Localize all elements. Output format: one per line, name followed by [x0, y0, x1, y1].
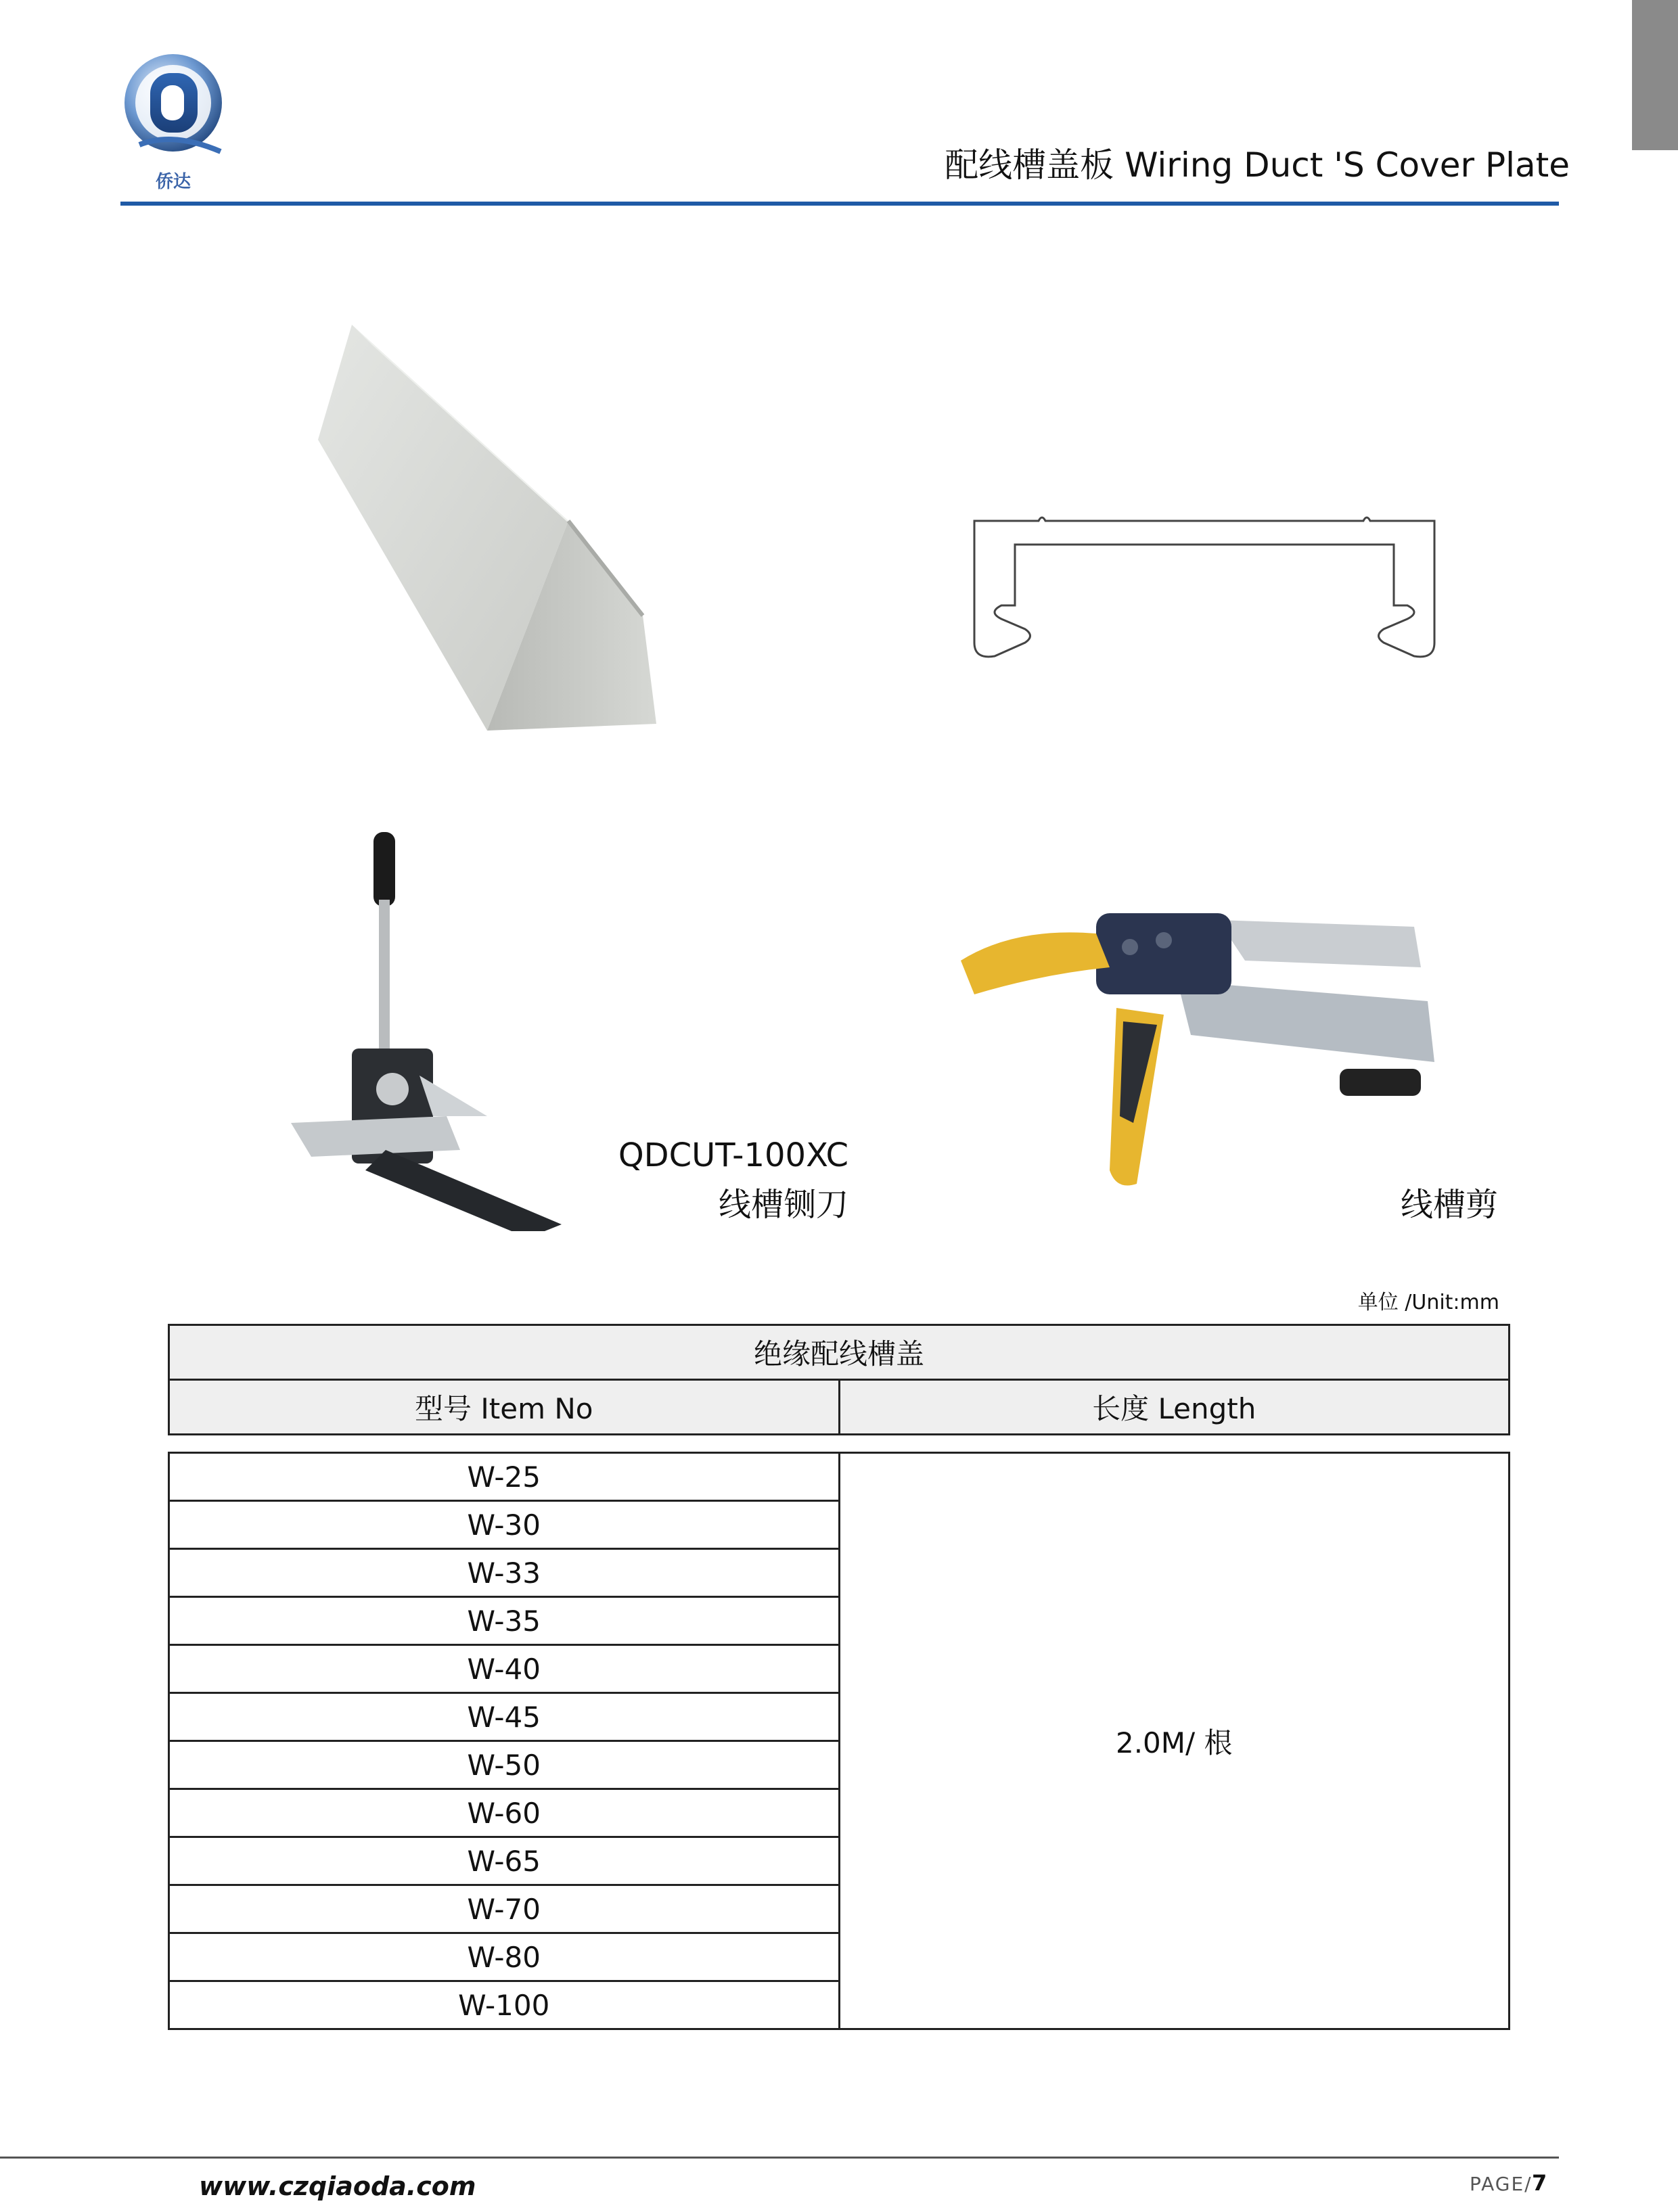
page-title: 配线槽盖板 Wiring Duct 'S Cover Plate [945, 145, 1570, 185]
guillotine-model-caption: QDCUT-100XC [618, 1136, 848, 1174]
item-cell: W-100 [169, 1981, 840, 2029]
header-divider [120, 202, 1559, 206]
item-cell: W-33 [169, 1549, 840, 1597]
guillotine-name-caption: 线槽铡刀 [718, 1186, 848, 1224]
page-number: 7 [1532, 2170, 1547, 2196]
table-title: 绝缘配线槽盖 [169, 1325, 1510, 1380]
duct-shear-photo [961, 900, 1448, 1211]
item-cell: W-70 [169, 1885, 840, 1933]
column-header-item: 型号 Item No [169, 1380, 840, 1435]
table-row [169, 1453, 1510, 1501]
logo-text: 侨达 [155, 172, 191, 192]
item-cell: W-45 [169, 1693, 840, 1741]
side-tab [1632, 0, 1678, 150]
cover-plate-profile-drawing [961, 501, 1448, 676]
footer-website-link[interactable]: www.czqiaoda.com [199, 2171, 476, 2201]
page-label: PAGE/ [1470, 2173, 1533, 2195]
item-cell: W-40 [169, 1645, 840, 1693]
shear-name-caption: 线槽剪 [1400, 1186, 1498, 1224]
item-cell: W-80 [169, 1933, 840, 1981]
unit-label: 单位 /Unit:mm [1357, 1291, 1499, 1314]
spec-table-body [168, 1452, 1510, 2030]
item-cell: W-35 [169, 1597, 840, 1645]
item-cell: W-50 [169, 1741, 840, 1789]
cover-plate-photo [291, 318, 670, 737]
item-cell: W-65 [169, 1837, 840, 1885]
spec-table-header [168, 1324, 1510, 1435]
item-cell: W-25 [169, 1453, 840, 1501]
footer-divider [0, 2157, 1559, 2159]
item-cell: W-60 [169, 1789, 840, 1837]
column-header-length: 长度 Length [839, 1380, 1510, 1435]
item-cell: W-30 [169, 1501, 840, 1549]
length-cell: 2.0M/ 根 [839, 1453, 1510, 2029]
guillotine-cutter-photo [284, 832, 582, 1231]
